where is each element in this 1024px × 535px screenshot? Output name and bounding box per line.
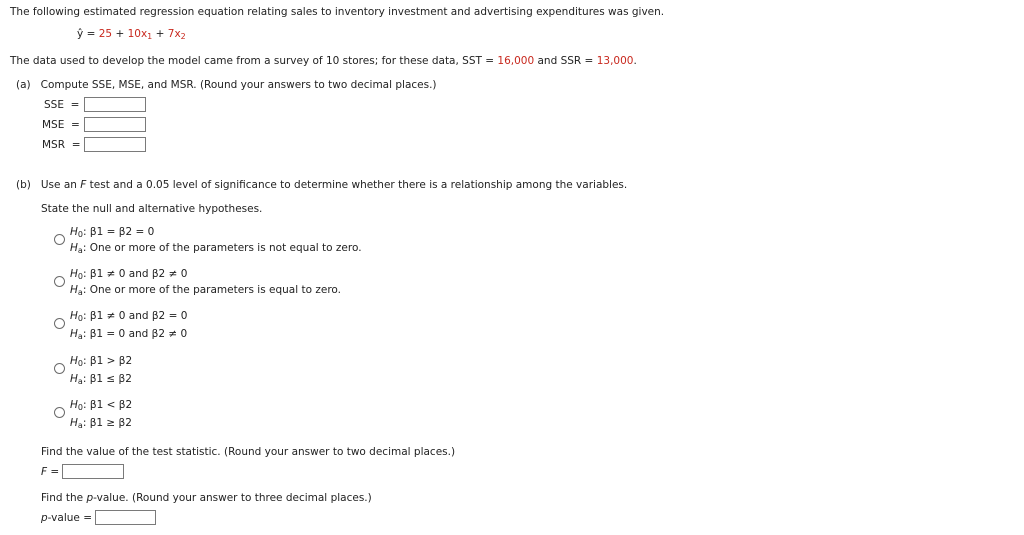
- option-1-ha: $H_a$: One or more of the parameters is not equal to zero.: [70, 242, 362, 255]
- intercept-value: 25: [98, 28, 113, 40]
- mse-input[interactable]: [84, 117, 146, 132]
- option-3-ha: $H_a$: β1 = 0 and β2 ≠ 0: [70, 328, 188, 341]
- p-value-label: p-value =: [41, 512, 92, 524]
- hypotheses-prompt: State the null and alternative hypotheses.: [41, 203, 263, 215]
- f-label: F =: [41, 466, 60, 478]
- f-statistic-input[interactable]: [62, 464, 124, 479]
- option-1-h0: $H_0$: β1 = β2 = 0: [70, 226, 155, 239]
- option-4-h0: $H_0$: β1 > β2: [70, 355, 133, 368]
- data-description: The data used to develop the model came from a survey of 10 stores; for these data, SST = 16,000 and SSR = 13,000.: [10, 55, 637, 67]
- hypothesis-option-3-radio[interactable]: [54, 318, 65, 329]
- hypothesis-option-4-radio[interactable]: [54, 363, 65, 374]
- sst-value: 16,000: [497, 55, 535, 67]
- test-statistic-prompt: Find the value of the test statistic. (Round your answer to two decimal places.): [41, 446, 456, 458]
- msr-input[interactable]: [84, 137, 146, 152]
- equation-equals: =: [86, 28, 96, 40]
- part-a-prompt: Compute SSE, MSE, and MSR. (Round your answers to two decimal places.): [40, 79, 437, 91]
- plus-sign-1: +: [115, 28, 125, 40]
- sse-input[interactable]: [84, 97, 146, 112]
- intro-text: The following estimated regression equation relating sales to inventory investment and advertising expenditures was given.: [10, 6, 665, 18]
- option-2-ha: $H_a$: One or more of the parameters is equal to zero.: [70, 284, 342, 297]
- option-3-h0: $H_0$: β1 ≠ 0 and β2 = 0: [70, 310, 188, 323]
- regression-equation: [77, 28, 186, 40]
- part-b-heading: (b) Use an F test and a 0.05 level of significance to determine whether there is a relationship among the variables.: [16, 179, 628, 191]
- p-value-input[interactable]: [95, 510, 156, 525]
- option-5-h0: $H_0$: β1 < β2: [70, 399, 133, 412]
- part-a-marker: (a): [16, 79, 31, 91]
- coefficient-x2: $7x_2$: [167, 28, 186, 41]
- plus-sign-2: +: [155, 28, 165, 40]
- hypothesis-option-1-radio[interactable]: [54, 234, 65, 245]
- part-a-heading: [16, 79, 437, 91]
- hypothesis-option-2-radio[interactable]: [54, 276, 65, 287]
- option-4-ha: $H_a$: β1 ≤ β2: [70, 373, 132, 386]
- ssr-value: 13,000: [596, 55, 634, 67]
- mse-label: MSE =: [42, 119, 80, 131]
- msr-label: MSR =: [42, 139, 81, 151]
- part-b-marker: (b): [16, 179, 31, 191]
- option-5-ha: $H_a$: β1 ≥ β2: [70, 417, 132, 430]
- p-value-prompt: Find the p-value. (Round your answer to three decimal places.): [41, 492, 372, 504]
- hypothesis-option-5-radio[interactable]: [54, 407, 65, 418]
- sse-label: SSE =: [44, 99, 80, 111]
- option-2-h0: $H_0$: β1 ≠ 0 and β2 ≠ 0: [70, 268, 188, 281]
- y-hat: ŷ: [77, 28, 84, 40]
- coefficient-x1: $10x_1$: [127, 28, 153, 41]
